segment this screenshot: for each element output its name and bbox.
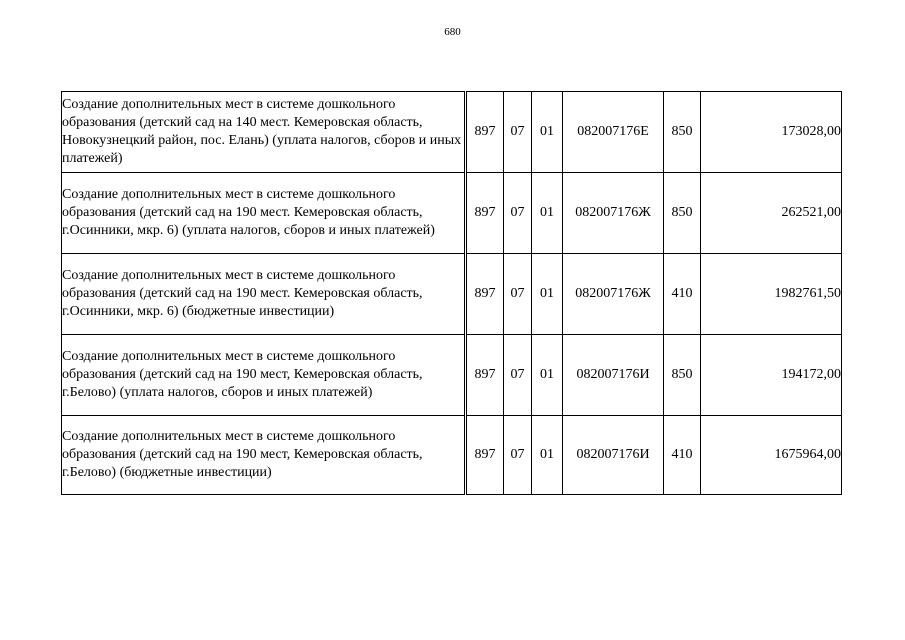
section-code: 07 [504,416,532,495]
table-row [62,335,842,416]
budget-table [61,91,842,495]
table-row [62,92,842,173]
row-description: Создание дополнительных мест в системе дошкольного образования (детский сад на 190 мест. Кемеровская область, г.Осинники, мкр. 6) (бюджетные инвестиции) [62,254,466,335]
row-description: Создание дополнительных мест в системе дошкольного образования (детский сад на 190 мест, Кемеровская область, г.Белово) (уплата налогов, сборов и иных платежей) [62,335,466,416]
expense-type-code: 850 [664,173,701,254]
ministry-code: 897 [466,335,504,416]
subsection-code: 01 [532,92,563,173]
amount-value: 1675964,00 [701,416,842,495]
amount-value: 1982761,50 [701,254,842,335]
target-article-code: 082007176Ж [563,254,664,335]
subsection-code: 01 [532,254,563,335]
amount-value: 173028,00 [701,92,842,173]
amount-value: 194172,00 [701,335,842,416]
table-row [62,416,842,495]
subsection-code: 01 [532,416,563,495]
target-article-code: 082007176И [563,335,664,416]
expense-type-code: 850 [664,335,701,416]
ministry-code: 897 [466,254,504,335]
row-description: Создание дополнительных мест в системе дошкольного образования (детский сад на 190 мест. Кемеровская область, г.Осинники, мкр. 6) (уплата налогов, сборов и иных платежей) [62,173,466,254]
section-code: 07 [504,335,532,416]
target-article-code: 082007176Е [563,92,664,173]
expense-type-code: 850 [664,92,701,173]
subsection-code: 01 [532,173,563,254]
table-row [62,173,842,254]
table-row [62,254,842,335]
amount-value: 262521,00 [701,173,842,254]
page-number: 680 [444,26,461,38]
ministry-code: 897 [466,173,504,254]
section-code: 07 [504,254,532,335]
row-description: Создание дополнительных мест в системе дошкольного образования (детский сад на 190 мест, Кемеровская область, г.Белово) (бюджетные инвестиции) [62,416,466,495]
target-article-code: 082007176Ж [563,173,664,254]
target-article-code: 082007176И [563,416,664,495]
expense-type-code: 410 [664,416,701,495]
ministry-code: 897 [466,92,504,173]
row-description: Создание дополнительных мест в системе дошкольного образования (детский сад на 140 мест. Кемеровская область, Новокузнецкий район, пос. Елань) (уплата налогов, сборов и иных платежей) [62,92,466,173]
section-code: 07 [504,92,532,173]
ministry-code: 897 [466,416,504,495]
expense-type-code: 410 [664,254,701,335]
subsection-code: 01 [532,335,563,416]
section-code: 07 [504,173,532,254]
